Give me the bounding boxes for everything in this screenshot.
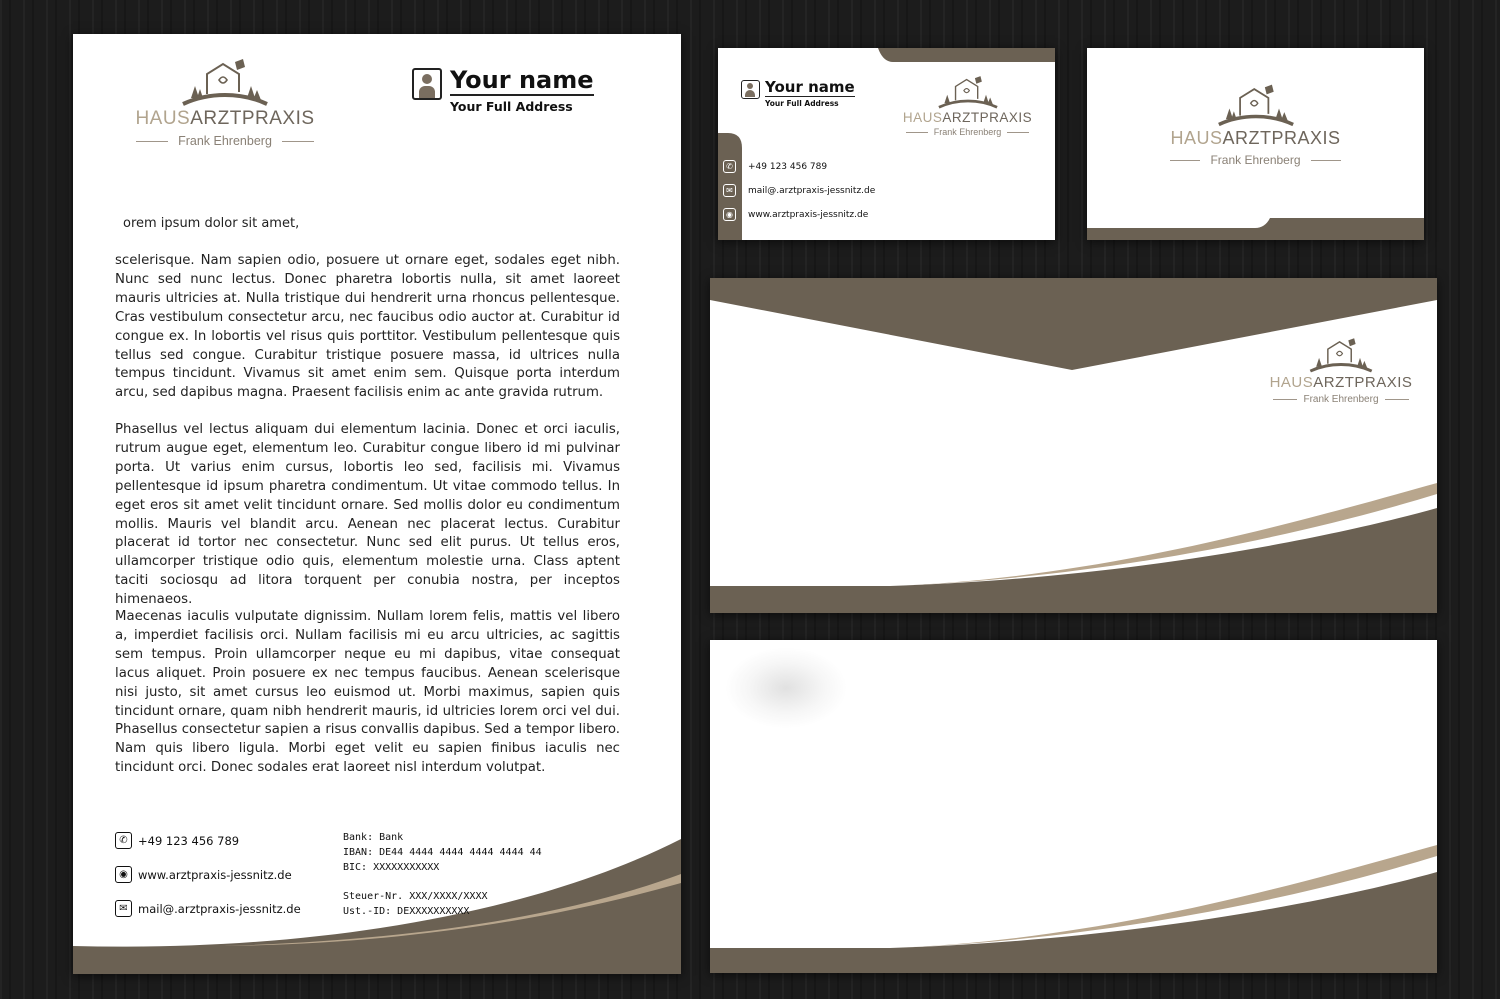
- card-front-logo: [890, 74, 1045, 137]
- person-icon: [412, 68, 442, 100]
- globe-icon: ◉: [723, 208, 736, 221]
- phone-icon: ✆: [115, 832, 132, 849]
- logo-owner: Frank Ehrenberg: [933, 127, 1002, 137]
- letterhead-sheet: [73, 34, 681, 974]
- bank-name: Bank: Bank: [343, 832, 404, 843]
- house-tree-logo-icon: [179, 56, 271, 108]
- logo-owner: Frank Ehrenberg: [1210, 153, 1301, 167]
- tax-number: Steuer-Nr. XXX/XXXX/XXXX: [343, 891, 488, 902]
- logo-wordmark: HAUSARZTPRAXIS: [902, 110, 1033, 125]
- mail-icon: ✉: [723, 184, 736, 197]
- logo-owner: Frank Ehrenberg: [1303, 394, 1379, 405]
- envelope-front-wave: [710, 640, 1437, 973]
- letter-phone: ✆ +49 123 456 789: [115, 832, 239, 849]
- card-mail: ✉ mail@.arztpraxis-jessnitz.de: [723, 184, 875, 197]
- vat-id: Ust.-ID: DEXXXXXXXXXX: [343, 906, 470, 917]
- letterhead-name-block: [412, 66, 594, 114]
- letterhead-logo: [119, 56, 331, 148]
- your-address: Your Full Address: [765, 99, 839, 108]
- your-name: Your name: [765, 78, 855, 96]
- mail-icon: ✉: [115, 900, 132, 917]
- letter-greeting: orem ipsum dolor sit amet,: [123, 216, 300, 231]
- envelope-back-shape: [710, 278, 1437, 613]
- house-tree-logo-icon: [936, 74, 1000, 110]
- letter-paragraph: Maecenas iaculis vulputate dignissim. Nullam lorem felis, mattis vel libero a, imperdiet facilisis orci. Nullam facilisis mi eu arcu ultricies, ac sagittis sem tempus. Proin ullamcorper neque eu mi dapibus, vitae consequat lacus aliquet. Proin posuere ex nec tempus faucibus. Aenean scelerisque nisi justo, sit amet cursus leo euismod ut. Morbi maximus, sapien quis tincidunt ornare, quam nibh hendrerit mauris, id ultricies lorem orci vel dui. Phasellus consectetur sapien a risus convallis dapibus. Sed a tempor libero. Nam quis libero ligula. Morbi eget velit eu sapien finibus iaculis nec tincidunt orci. Donec sodales erat laoreet nisl interdum volutpat.: [115, 609, 620, 776]
- letter-paragraph: scelerisque. Nam sapien odio, posuere ut ornare eget, sodales eget nibh. Nunc sed nunc lectus. Donec pharetra lobortis nulla, sit amet laoreet mauris ultricies at. Nulla tristique dui hendrerit urna rhoncus pellentesque. Cras vestibulum consectetur arcu, nec faucibus odio auctor at. Curabitur id congue ex. In lobortis vel risus quis porttitor. Vestibulum pellentesque quis tellus sed congue. Curabitur tristique posuere massa, id ultrices nulla tempus tincidunt. Vivamus sit amet enim sem. Quisque porta interdum arcu, sed dapibus magna. Praesent facilisis enim ac ante gravida rutrum.: [115, 253, 620, 401]
- letter-paragraph: Phasellus vel lectus aliquam dui elementum lacinia. Donec et orci iaculis, rutrum augue eget, elementum leo. Curabitur congue libero id mi pulvinar porta. Ut varius enim cursus, lobortis leo sed, facilisis mi. Vivamus pellentesque id ipsum pharetra condimentum. Ut vitae commodo tellus. In eget eros sit amet velit tincidunt ornare. Sed mollis dolor eu condimentum mollis. Mauris vel blandit arcu. Aenean nec placerat lectus. Curabitur placerat id tortor nec consectetur. Nunc sed elit purus. Ut tellus eros, ullamcorper tristique odio quis, elementum molestie urna. Class aptent taciti sociosqu ad litora torquent per conubia nostra, per inceptos himenaeos.: [115, 422, 620, 608]
- letter-mail: ✉ mail@.arztpraxis-jessnitz.de: [115, 900, 301, 917]
- phone-icon: ✆: [723, 160, 736, 173]
- globe-icon: ◉: [115, 866, 132, 883]
- letter-web: ◉ www.arztpraxis-jessnitz.de: [115, 866, 292, 883]
- card-web: ◉ www.arztpraxis-jessnitz.de: [723, 208, 868, 221]
- logo-wordmark: HAUSARZTPRAXIS: [1170, 128, 1341, 148]
- your-address: Your Full Address: [450, 99, 573, 114]
- logo-wordmark: HAUSARZTPRAXIS: [1269, 374, 1413, 391]
- envelope-logo: [1258, 336, 1424, 405]
- logo-wordmark: HAUSARZTPRAXIS: [135, 108, 315, 129]
- business-card-front: [718, 48, 1055, 240]
- envelope-back: [710, 278, 1437, 613]
- bank-iban: IBAN: DE44 4444 4444 4444 4444 44: [343, 847, 542, 858]
- card-back-logo: [1147, 82, 1364, 167]
- envelope-front: [710, 640, 1437, 973]
- logo-owner: Frank Ehrenberg: [178, 134, 272, 148]
- card-phone: ✆ +49 123 456 789: [723, 160, 827, 173]
- business-card-back: [1087, 48, 1424, 240]
- person-icon: [741, 80, 760, 99]
- bank-bic: BIC: XXXXXXXXXXX: [343, 862, 440, 873]
- house-tree-logo-icon: [1306, 336, 1376, 374]
- house-tree-logo-icon: [1215, 82, 1297, 128]
- your-name: Your name: [450, 66, 594, 94]
- card-name-block: [741, 78, 855, 108]
